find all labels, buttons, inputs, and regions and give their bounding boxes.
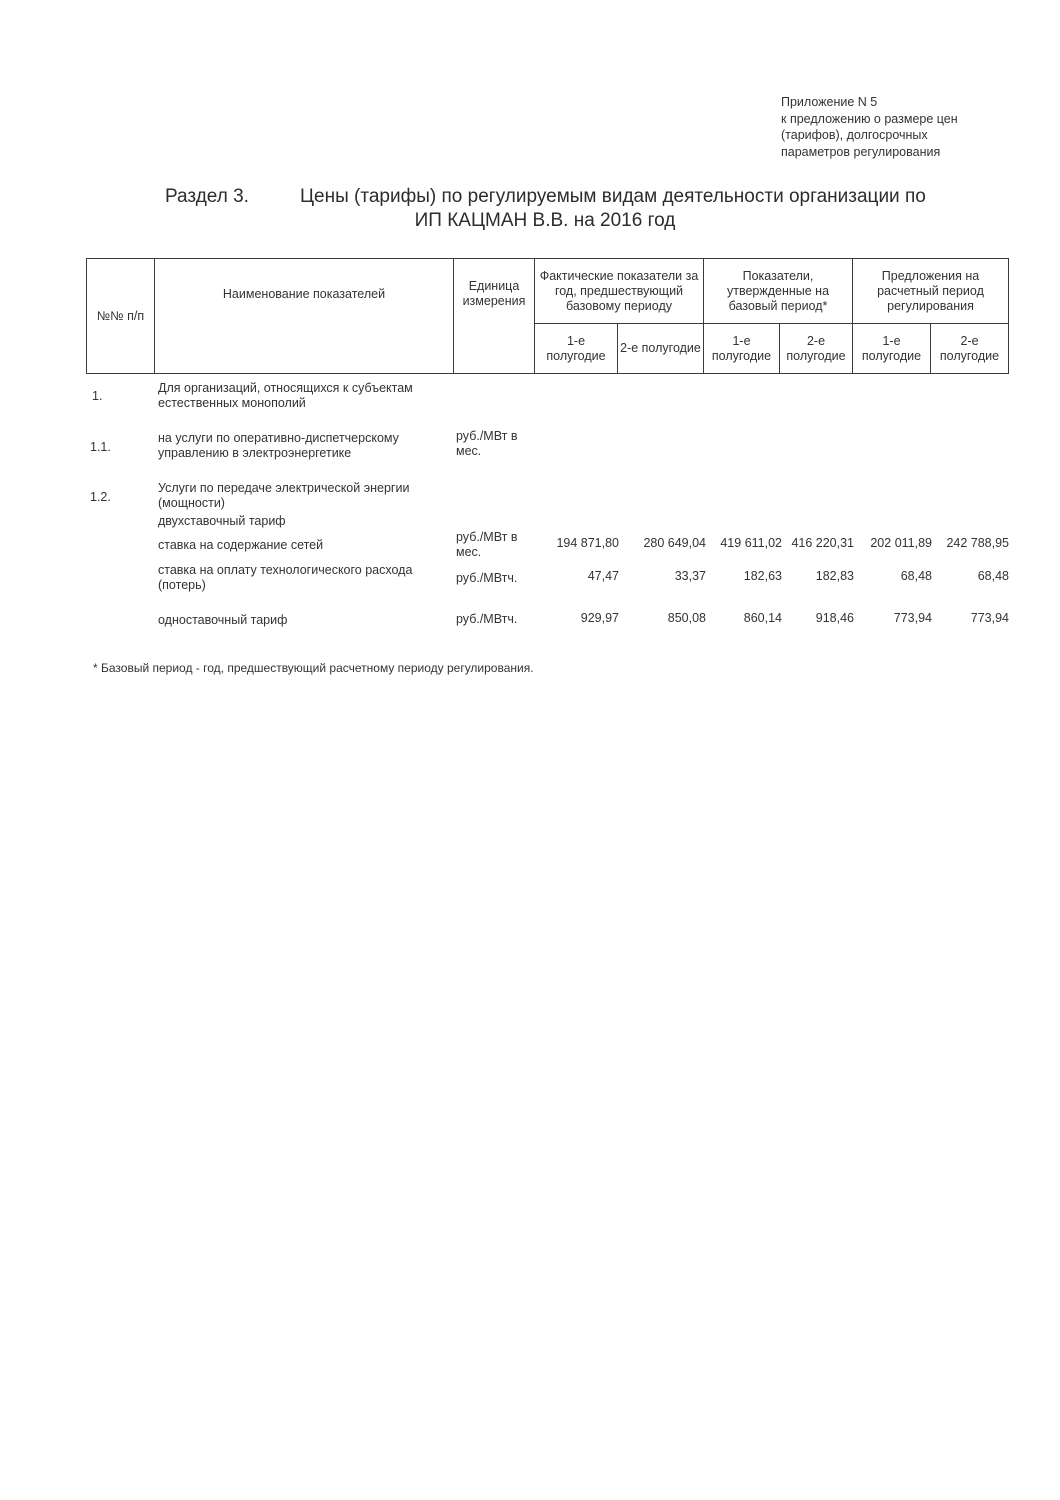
document-subtitle: ИП КАЦМАН В.В. на 2016 год [414, 210, 676, 231]
appendix-line: параметров регулирования [781, 144, 941, 159]
value-cell: 860,14 [743, 611, 782, 625]
value-cell: 68,48 [977, 569, 1009, 583]
header-group-proposed: Предложения на расчетный период регулирования [853, 259, 1009, 324]
row-name: одноставочный тариф [158, 613, 288, 627]
value-cell: 280 649,04 [643, 536, 706, 550]
header-half1: 1-е полугодие [704, 324, 780, 374]
row-num: 1.2. [90, 490, 111, 504]
appendix-note [781, 94, 958, 160]
header-half1: 1-е полугодие [535, 324, 618, 374]
row-unit: руб./МВтч. [456, 571, 518, 585]
value-cell: 242 788,95 [946, 536, 1009, 550]
header-num: №№ п/п [87, 259, 155, 374]
value-cell: 194 871,80 [556, 536, 619, 550]
row-name: двухставочный тариф [158, 514, 286, 528]
row-name: Для организаций, относящихся к субъектам естественных монополий [158, 381, 413, 410]
value-cell: 850,08 [667, 611, 706, 625]
header-unit: Единица измерения [454, 259, 535, 374]
header-name: Наименование показателей [155, 259, 454, 374]
appendix-line: Приложение N 5 [781, 95, 878, 109]
value-cell: 929,97 [580, 611, 619, 625]
section-label: Раздел 3. [165, 186, 249, 207]
value-cell: 47,47 [587, 569, 619, 583]
header-group-approved: Показатели, утвержденные на базовый период* [704, 259, 853, 324]
value-cell: 773,94 [970, 611, 1009, 625]
header-half2: 2-е полугодие [618, 324, 704, 374]
appendix-line: (тарифов), долгосрочных [781, 128, 928, 142]
header-half2: 2-е полугодие [931, 324, 1009, 374]
value-cell: 416 220,31 [791, 536, 854, 550]
row-name: ставка на оплату технологического расхода (потерь) [158, 563, 413, 592]
appendix-line: к предложению о размере цен [781, 111, 958, 126]
header-half2: 2-е полугодие [780, 324, 853, 374]
value-cell: 419 611,02 [720, 536, 782, 550]
row-name: Услуги по передаче электрической энергии (мощности) [158, 481, 410, 510]
row-num: 1. [92, 389, 103, 403]
footnote: * Базовый период - год, предшествующий расчетному периоду регулирования. [93, 661, 534, 675]
row-name: ставка на содержание сетей [158, 538, 324, 552]
value-cell: 182,63 [743, 569, 782, 583]
row-name: на услуги по оперативно-диспетчерскому управлению в электроэнергетике [158, 431, 399, 460]
value-cell: 33,37 [674, 569, 706, 583]
value-cell: 773,94 [893, 611, 932, 625]
row-unit: руб./МВт в мес. [456, 530, 518, 559]
value-cell: 918,46 [815, 611, 854, 625]
row-num: 1.1. [90, 440, 111, 454]
tariff-table-header [86, 258, 1009, 374]
row-unit: руб./МВт в мес. [456, 429, 518, 458]
header-half1: 1-е полугодие [853, 324, 931, 374]
row-unit: руб./МВтч. [456, 612, 518, 626]
value-cell: 68,48 [900, 569, 932, 583]
value-cell: 202 011,89 [870, 536, 932, 550]
header-group-actual: Фактические показатели за год, предшествующий базовому периоду [535, 259, 704, 324]
document-title [165, 186, 926, 208]
title-text: Цены (тарифы) по регулируемым видам деятельности организации по [300, 186, 926, 207]
value-cell: 182,83 [815, 569, 854, 583]
